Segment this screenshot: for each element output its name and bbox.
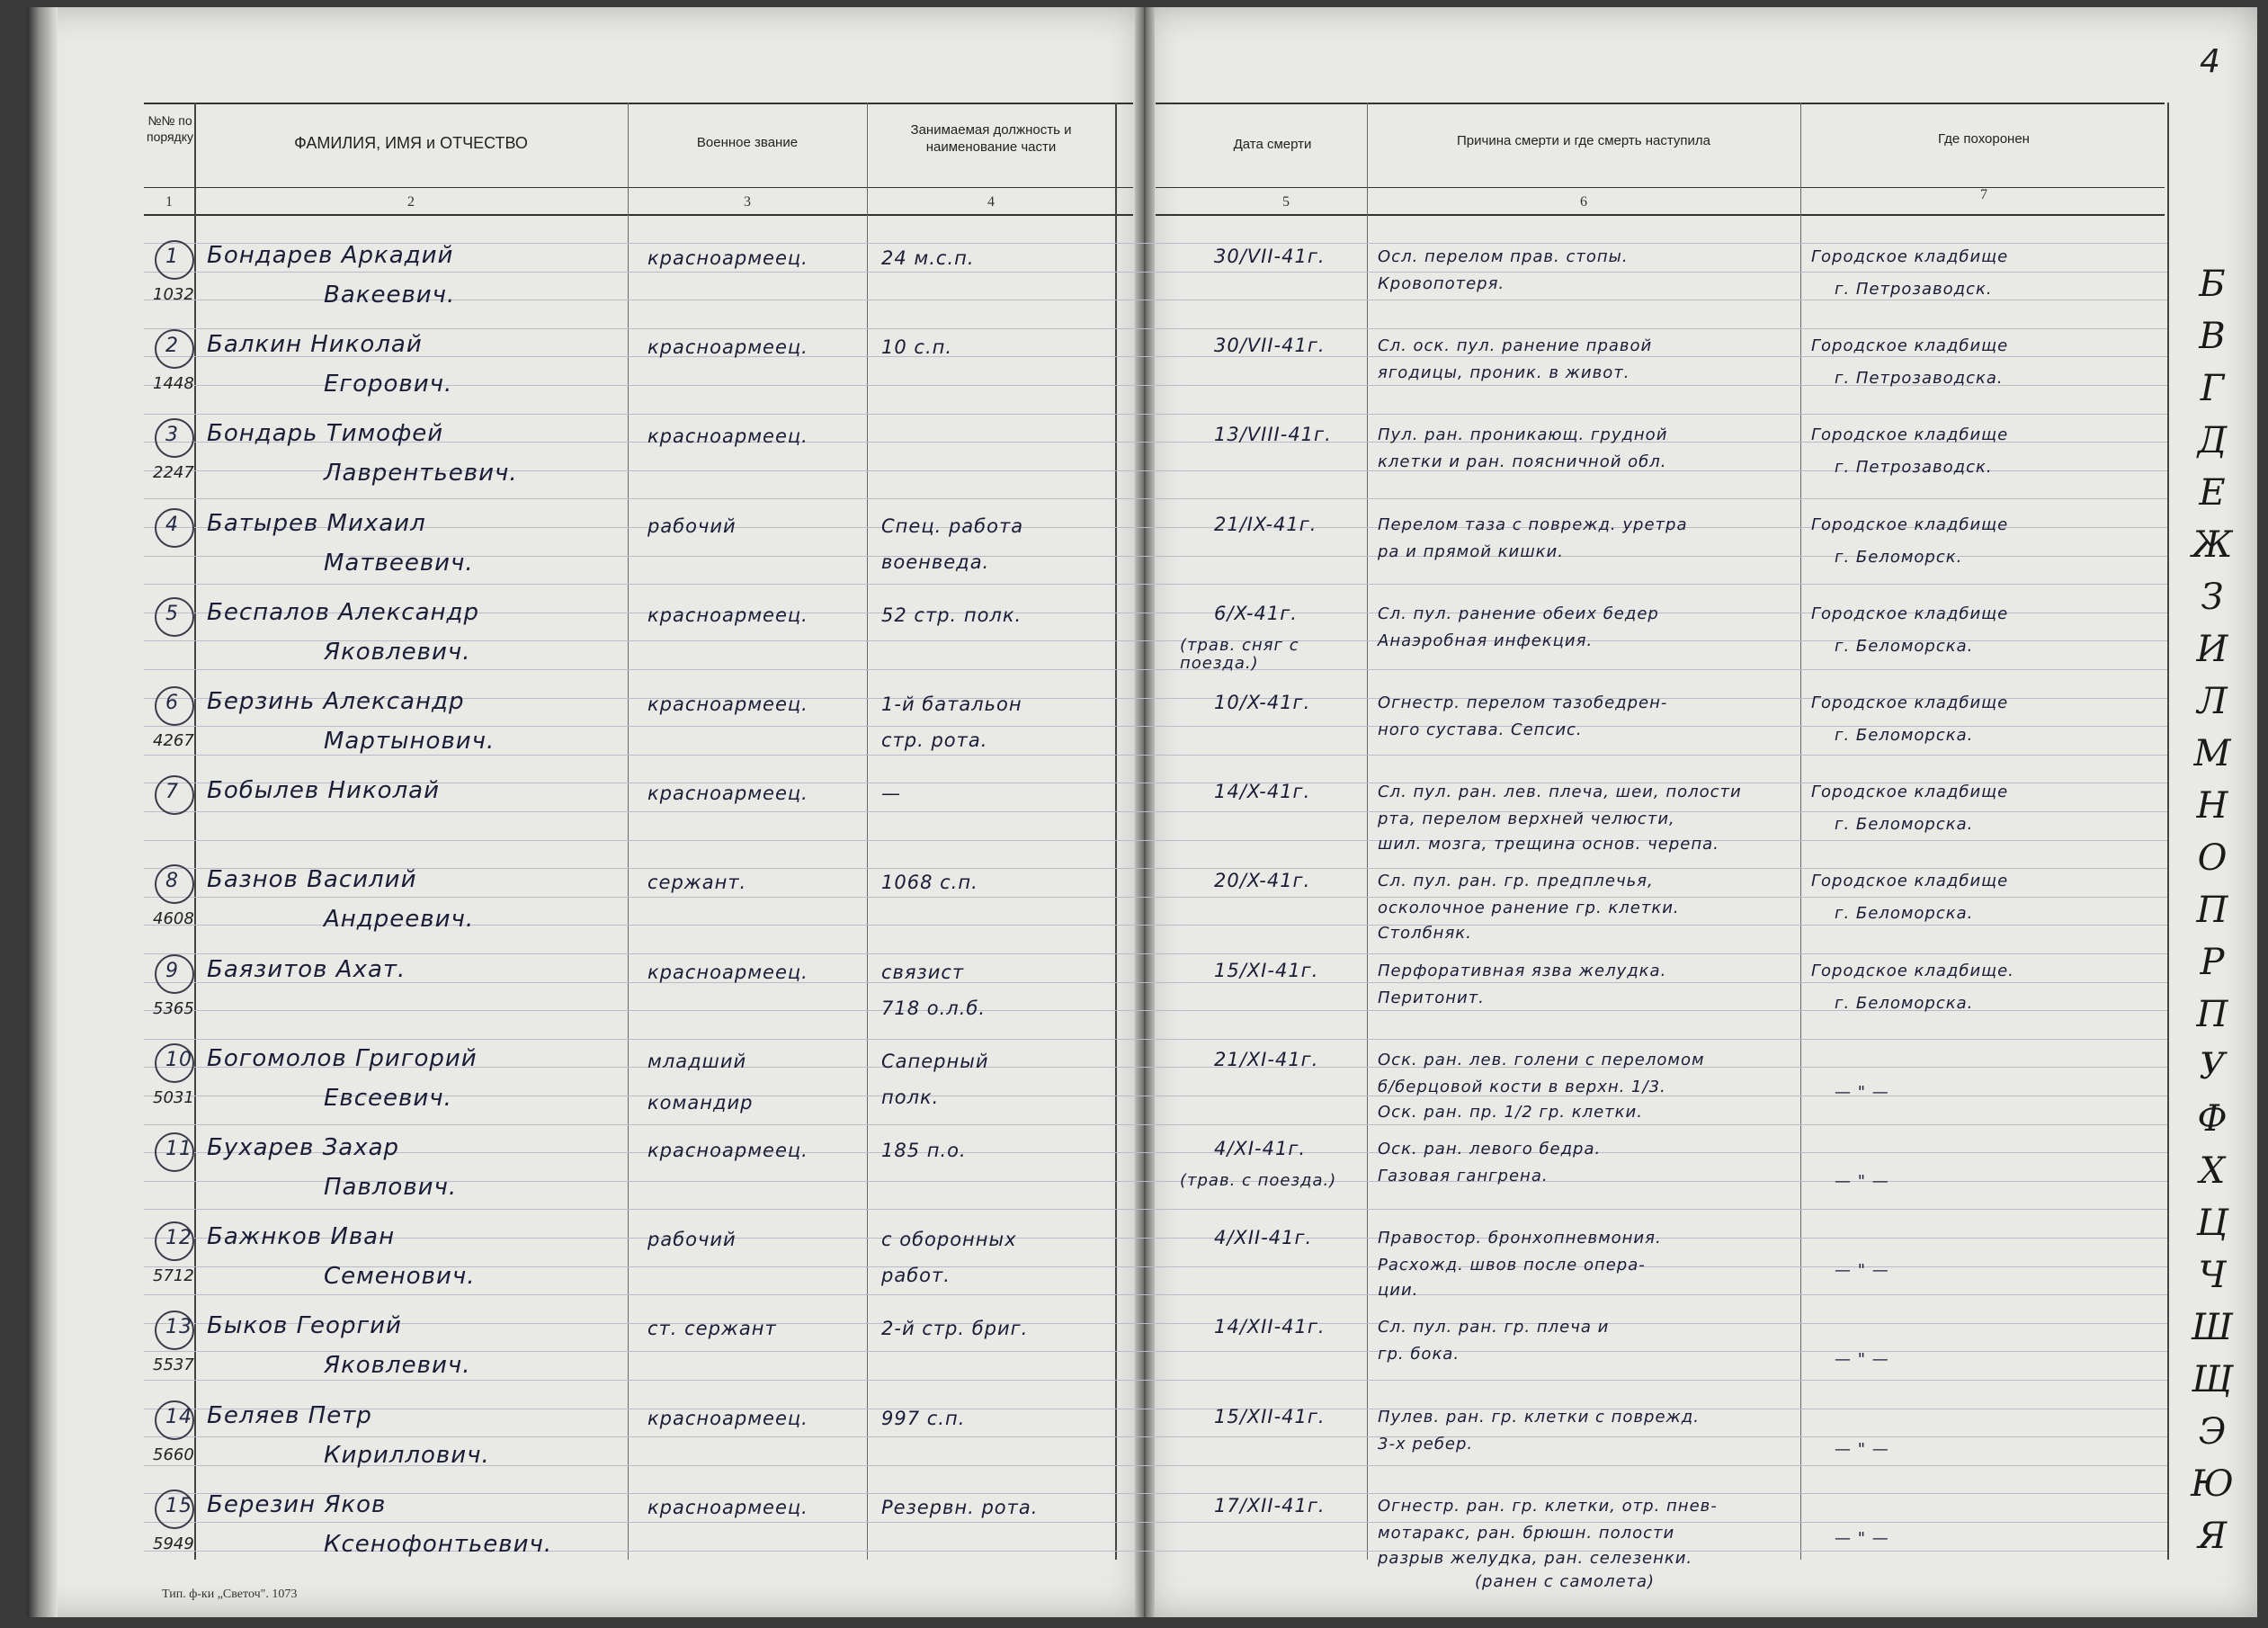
cause-line-2: Газовая гангрена. xyxy=(1378,1167,1549,1185)
burial-line-2: — " — xyxy=(1835,1172,1889,1191)
death-date: 20/X-41г. xyxy=(1214,870,1311,892)
unit-line-1: Саперный xyxy=(881,1050,989,1072)
death-date: 14/XII-41г. xyxy=(1214,1316,1326,1338)
burial-line-1: Городское кладбище xyxy=(1811,425,2009,445)
cause-line-1: Огнестр. ран. гр. клетки, отр. пнев- xyxy=(1378,1496,1718,1516)
cause-line-1: Огнестр. перелом тазобедрен- xyxy=(1378,693,1668,712)
cause-line-1: Сл. пул. ран. гр. плеча и xyxy=(1378,1318,1610,1337)
unit-line-2: военведа. xyxy=(881,550,990,573)
register-id: 5949 xyxy=(153,1534,194,1553)
burial-line-1: Городское кладбище. xyxy=(1811,961,2014,980)
page-number: 4 xyxy=(2200,43,2220,80)
unit-line-1: с оборонных xyxy=(881,1229,1017,1251)
patronymic: Семенович. xyxy=(324,1263,476,1291)
row-number: 13 xyxy=(165,1316,192,1339)
surname-name: Берзинь Александр xyxy=(207,688,465,715)
cause-line-3: Столбняк. xyxy=(1378,924,1472,944)
row-number: 15 xyxy=(165,1494,192,1517)
colnum-3: 3 xyxy=(744,194,751,210)
cause-line-1: Оск. ран. левого бедра. xyxy=(1378,1140,1602,1158)
unit-line-1: 1068 с.п. xyxy=(881,872,978,894)
surname-name: Беляев Петр xyxy=(207,1401,372,1429)
surname-name: Березин Яков xyxy=(207,1490,387,1518)
military-rank: красноармеец. xyxy=(647,1407,808,1429)
cause-line-1: Сл. оск. пул. ранение правой xyxy=(1378,336,1653,356)
burial-line-2: г. Беломорска. xyxy=(1835,726,1974,745)
military-rank: ст. сержант xyxy=(647,1318,777,1340)
alphabet-tab[interactable]: В xyxy=(2199,316,2226,357)
burial-line-2: г. Петрозаводск. xyxy=(1835,458,1993,478)
military-rank: сержант. xyxy=(647,872,747,894)
cause-line-2: ного сустава. Сепсис. xyxy=(1378,720,1583,739)
col-divider-1 xyxy=(194,103,196,1560)
register-id: 5712 xyxy=(153,1266,194,1286)
death-date-note: (трав. сняг с поезда.) xyxy=(1180,635,1299,673)
surname-name: Бухарев Захар xyxy=(207,1134,400,1161)
burial-line-2: г. Петрозаводска. xyxy=(1835,369,2004,389)
alphabet-tab[interactable]: О xyxy=(2197,837,2228,879)
death-date: 6/X-41г. xyxy=(1214,602,1298,624)
military-rank: младший xyxy=(647,1050,747,1072)
col-divider-6 xyxy=(1800,103,1801,1560)
alphabet-tab[interactable]: Х xyxy=(2199,1150,2226,1192)
ruled-line xyxy=(144,1238,2167,1239)
death-date-note: (трав. с поезда.) xyxy=(1180,1171,1337,1190)
patronymic: Матвеевич. xyxy=(324,549,474,577)
book-spine xyxy=(1135,7,1155,1617)
burial-line-1: Городское кладбище xyxy=(1811,514,2009,534)
ruled-line xyxy=(144,669,2167,670)
ruled-line xyxy=(144,868,2167,869)
burial-line-2: г. Беломорска. xyxy=(1835,636,1974,656)
cause-line-1: Пулев. ран. гр. клетки с поврежд. xyxy=(1378,1407,1700,1427)
ruled-line xyxy=(144,840,2167,841)
patronymic: Вакеевич. xyxy=(324,282,456,309)
military-rank: рабочий xyxy=(647,514,737,537)
col-divider-7 xyxy=(2167,103,2169,1560)
cause-line-1: Сл. пул. ран. гр. предплечья, xyxy=(1378,872,1654,891)
military-rank: красноармеец. xyxy=(647,693,808,715)
patronymic: Евсеевич. xyxy=(324,1084,452,1112)
header-col3: Военное звание xyxy=(696,135,799,150)
row-number: 8 xyxy=(165,870,179,893)
col-divider-4 xyxy=(1115,103,1117,1560)
row-number: 14 xyxy=(165,1405,192,1428)
burial-line-2: г. Беломорска. xyxy=(1835,904,1974,924)
burial-line-2: — " — xyxy=(1835,1528,1889,1548)
death-date: 4/XII-41г. xyxy=(1214,1227,1313,1249)
death-date: 15/XI-41г. xyxy=(1214,959,1319,981)
burial-line-2: — " — xyxy=(1835,1350,1889,1370)
unit-line-1: 10 с.п. xyxy=(881,336,953,359)
patronymic: Павлович. xyxy=(324,1174,458,1201)
ruled-line xyxy=(144,1522,2167,1523)
surname-name: Бондарь Тимофей xyxy=(207,420,444,448)
surname-name: Богомолов Григорий xyxy=(207,1044,478,1072)
alphabet-tab[interactable]: Ш xyxy=(2192,1307,2233,1348)
alphabet-tab[interactable]: З xyxy=(2201,577,2224,618)
printer-footer: Тип. ф-ки „Светоч". 1073 xyxy=(162,1588,298,1601)
burial-line-2: г. Беломорска. xyxy=(1835,993,1974,1013)
alphabet-tab[interactable]: Ч xyxy=(2198,1255,2227,1296)
military-rank: красноармеец. xyxy=(647,1496,808,1518)
alphabet-tab[interactable]: Б xyxy=(2199,264,2226,305)
cause-line-2: ягодицы, проник. в живот. xyxy=(1378,363,1630,383)
ruled-line xyxy=(144,1493,2167,1494)
unit-line-1: 997 с.п. xyxy=(881,1407,966,1429)
cause-line-3: ции. xyxy=(1378,1281,1419,1301)
death-date: 21/XI-41г. xyxy=(1214,1048,1319,1070)
patronymic: Мартынович. xyxy=(324,728,496,755)
death-date: 15/XII-41г. xyxy=(1214,1405,1326,1427)
register-book xyxy=(27,7,2257,1622)
ruled-line xyxy=(144,1209,2167,1210)
row-number: 10 xyxy=(165,1048,192,1071)
cause-line-2: рта, перелом верхней челюсти, xyxy=(1378,810,1675,829)
register-id: 5537 xyxy=(153,1355,194,1375)
ruled-line xyxy=(144,1380,2167,1381)
surname-name: Батырев Михаил xyxy=(207,509,426,537)
burial-line-2: — " — xyxy=(1835,1261,1889,1281)
death-date: 10/X-41г. xyxy=(1214,692,1311,713)
header-col4: Занимаемая должность и наименование части xyxy=(910,122,1072,155)
header-mid-line xyxy=(144,187,1133,188)
header-col1: №№ по порядку xyxy=(146,113,194,144)
cause-line-3: разрыв желудка, ран. селезенки. xyxy=(1378,1548,1693,1568)
ruled-line xyxy=(144,414,2167,415)
ruled-line xyxy=(144,1294,2167,1295)
alphabet-tab[interactable]: Г xyxy=(2200,368,2225,409)
ruled-line xyxy=(144,953,2167,954)
alphabet-tab[interactable]: Е xyxy=(2199,472,2226,514)
register-id: 1448 xyxy=(153,374,194,394)
patronymic: Ксенофонтьевич. xyxy=(324,1530,553,1558)
ruled-line xyxy=(144,1152,2167,1153)
cause-line-1: Сл. пул. ран. лев. плеча, шеи, полости xyxy=(1378,783,1742,802)
patronymic: Лаврентьевич. xyxy=(324,460,518,488)
colnum-6: 6 xyxy=(1580,194,1587,210)
alphabet-tab[interactable]: П xyxy=(2196,994,2228,1035)
alphabet-tab[interactable]: Я xyxy=(2197,1516,2228,1557)
cause-line-1: Оск. ран. лев. голени с переломом xyxy=(1378,1050,1705,1069)
ruled-line xyxy=(144,272,2167,273)
cause-line-3: Оск. ран. пр. 1/2 гр. клетки. xyxy=(1378,1102,1643,1122)
cause-line-2: Расхожд. швов после опера- xyxy=(1378,1256,1646,1275)
header-col2: ФАМИЛИЯ, ИМЯ и ОТЧЕСТВО xyxy=(294,134,528,152)
alphabet-tab[interactable]: Д xyxy=(2197,420,2228,461)
alphabet-tab[interactable]: Н xyxy=(2196,785,2228,827)
cause-line-2: клетки и ран. поясничной обл. xyxy=(1378,452,1667,472)
header-bottom-line xyxy=(144,214,1133,216)
patronymic: Андреевич. xyxy=(324,906,475,934)
surname-name: Балкин Николай xyxy=(207,331,423,359)
cause-line-4: (ранен с самолета) xyxy=(1475,1571,1656,1591)
alphabet-tab[interactable]: Ю xyxy=(2191,1463,2234,1505)
header-col7: Где похоронен xyxy=(1938,131,2030,147)
death-date: 4/XI-41г. xyxy=(1214,1138,1307,1159)
patronymic: Кириллович. xyxy=(324,1441,490,1469)
ruled-line xyxy=(144,1323,2167,1324)
burial-line-2: — " — xyxy=(1835,1439,1889,1459)
patronymic: Яковлевич. xyxy=(324,1352,471,1380)
military-rank-2: командир xyxy=(647,1091,754,1114)
ruled-line xyxy=(144,982,2167,983)
row-number: 5 xyxy=(165,602,179,625)
death-date: 13/VIII-41г. xyxy=(1214,424,1332,446)
surname-name: Быков Георгий xyxy=(207,1312,402,1340)
ruled-line xyxy=(144,1124,2167,1125)
cause-line-2: 3-х ребер. xyxy=(1378,1434,1474,1454)
header-bottom-line-right xyxy=(1156,214,2165,216)
colnum-4: 4 xyxy=(987,194,995,210)
military-rank: красноармеец. xyxy=(647,961,808,983)
death-date: 17/XII-41г. xyxy=(1214,1494,1326,1516)
register-id: 4267 xyxy=(153,731,194,750)
alphabet-tab[interactable]: Ф xyxy=(2197,1098,2228,1140)
header-top-line xyxy=(144,103,1133,104)
burial-line-1: Городское кладбище xyxy=(1811,872,2009,891)
alphabet-tab[interactable]: Р xyxy=(2200,942,2225,983)
cause-line-2: гр. бока. xyxy=(1378,1345,1460,1364)
surname-name: Баязитов Ахат. xyxy=(207,955,406,983)
unit-line-1: 24 м.с.п. xyxy=(881,247,975,269)
burial-line-2: г. Беломорск. xyxy=(1835,547,1963,567)
register-id: 4608 xyxy=(153,909,194,929)
cause-line-1: Перфоративная язва желудка. xyxy=(1378,961,1667,980)
cause-line-2: Кровопотеря. xyxy=(1378,274,1505,293)
military-rank: рабочий xyxy=(647,1229,737,1251)
header-col5: Дата смерти xyxy=(1233,137,1312,152)
colnum-5: 5 xyxy=(1282,194,1290,210)
ruled-line xyxy=(144,584,2167,585)
alphabet-tab[interactable]: Э xyxy=(2198,1411,2227,1453)
burial-line-1: Городское кладбище xyxy=(1811,693,2009,712)
surname-name: Бондарев Аркадий xyxy=(207,242,454,269)
ruled-line xyxy=(144,356,2167,357)
row-number: 9 xyxy=(165,959,179,982)
unit-line-1: Спец. работа xyxy=(881,514,1024,537)
register-id: 5031 xyxy=(153,1087,194,1107)
surname-name: Бобылев Николай xyxy=(207,777,441,805)
colnum-2: 2 xyxy=(407,194,415,210)
row-number: 2 xyxy=(165,335,179,358)
header-top-line-right xyxy=(1156,103,2165,104)
cause-line-2: б/берцовой кости в верхн. 1/3. xyxy=(1378,1077,1666,1096)
burial-line-1: Городское кладбище xyxy=(1811,247,2009,266)
burial-line-2: г. Беломорска. xyxy=(1835,815,1974,835)
cause-line-1: Осл. перелом прав. стопы. xyxy=(1378,247,1629,266)
alphabet-tab[interactable]: Ж xyxy=(2192,524,2233,566)
military-rank: красноармеец. xyxy=(647,783,808,805)
death-date: 30/VII-41г. xyxy=(1214,246,1326,267)
alphabet-tab[interactable]: Щ xyxy=(2192,1359,2233,1400)
col-divider-5 xyxy=(1367,103,1368,1560)
death-date: 14/X-41г. xyxy=(1214,781,1311,803)
cause-line-2: Анаэробная инфекция. xyxy=(1378,631,1594,650)
alphabet-tab[interactable]: Ц xyxy=(2196,1203,2228,1244)
ruled-line xyxy=(144,328,2167,329)
burial-line-2: г. Петрозаводск. xyxy=(1835,280,1993,299)
cause-line-2: мотаракс, ран. брюшн. полости xyxy=(1378,1523,1675,1543)
unit-line-2: стр. рота. xyxy=(881,729,988,751)
military-rank: красноармеец. xyxy=(647,1140,808,1161)
death-date: 21/IX-41г. xyxy=(1214,513,1317,535)
burial-line-2: — " — xyxy=(1835,1082,1889,1102)
cause-line-1: Пул. ран. проникающ. грудной xyxy=(1378,425,1668,445)
register-id: 5365 xyxy=(153,998,194,1018)
ruled-line xyxy=(144,1039,2167,1040)
row-number: 1 xyxy=(165,246,179,268)
colnum-1: 1 xyxy=(165,194,173,210)
col-divider-3 xyxy=(867,103,868,1560)
register-id: 1032 xyxy=(153,285,194,304)
unit-line-1: связист xyxy=(881,961,965,983)
register-id: 2247 xyxy=(153,463,194,483)
alphabet-tab[interactable]: И xyxy=(2196,629,2228,670)
unit-line-1: Резервн. рота. xyxy=(881,1496,1039,1518)
surname-name: Беспалов Александр xyxy=(207,598,479,626)
surname-name: Бажнков Иван xyxy=(207,1223,396,1251)
row-number: 4 xyxy=(165,513,179,536)
alphabet-tab[interactable]: Л xyxy=(2197,681,2228,722)
unit-line-2: полк. xyxy=(881,1086,940,1108)
header-mid-line-right xyxy=(1156,187,2165,188)
colnum-7: 7 xyxy=(1980,187,1987,202)
col-divider-2 xyxy=(628,103,629,1560)
unit-line-2: работ. xyxy=(881,1265,951,1287)
military-rank: красноармеец. xyxy=(647,425,808,448)
row-number: 12 xyxy=(165,1227,192,1250)
unit-line-1: 1-й батальон xyxy=(881,693,1022,715)
cause-line-1: Перелом таза с поврежд. уретра xyxy=(1378,514,1688,534)
left-edge xyxy=(27,7,58,1617)
death-date: 30/VII-41г. xyxy=(1214,335,1326,357)
alphabet-tab[interactable]: П xyxy=(2196,890,2228,931)
military-rank: красноармеец. xyxy=(647,336,808,359)
header-col6: Причина смерти и где смерть наступила xyxy=(1457,133,1710,148)
cause-line-3: шил. мозга, трещина основ. черепа. xyxy=(1378,835,1719,854)
row-number: 6 xyxy=(165,692,179,714)
unit-line-2: 718 о.л.б. xyxy=(881,997,987,1019)
cause-line-1: Сл. пул. ранение обеих бедер xyxy=(1378,604,1659,623)
burial-line-1: Городское кладбище xyxy=(1811,604,2009,623)
unit-line-1: 185 п.о. xyxy=(881,1140,967,1161)
surname-name: Базнов Василий xyxy=(207,866,417,894)
ruled-line xyxy=(144,1436,2167,1437)
row-number: 3 xyxy=(165,424,179,447)
register-id: 5660 xyxy=(153,1445,194,1464)
patronymic: Егорович. xyxy=(324,371,453,398)
ruled-line xyxy=(144,897,2167,898)
cause-line-2: ра и прямой кишки. xyxy=(1378,541,1564,561)
military-rank: красноармеец. xyxy=(647,247,808,269)
patronymic: Яковлевич. xyxy=(324,638,471,666)
cause-line-2: Перитонит. xyxy=(1378,988,1485,1007)
unit-line-1: — xyxy=(881,783,901,805)
unit-line-1: 52 стр. полк. xyxy=(881,604,1022,626)
burial-line-1: Городское кладбище xyxy=(1811,336,2009,356)
row-number: 11 xyxy=(165,1138,192,1160)
alphabet-tab[interactable]: М xyxy=(2193,733,2231,774)
ruled-line xyxy=(144,498,2167,499)
alphabet-tab[interactable]: У xyxy=(2199,1046,2226,1087)
ruled-line xyxy=(144,811,2167,812)
row-number: 7 xyxy=(165,781,179,804)
cause-line-1: Правостор. бронхопневмония. xyxy=(1378,1229,1662,1248)
cause-line-2: осколочное ранение гр. клетки. xyxy=(1378,899,1680,918)
military-rank: красноармеец. xyxy=(647,604,808,626)
burial-line-1: Городское кладбище xyxy=(1811,783,2009,802)
unit-line-1: 2-й стр. бриг. xyxy=(881,1318,1029,1340)
